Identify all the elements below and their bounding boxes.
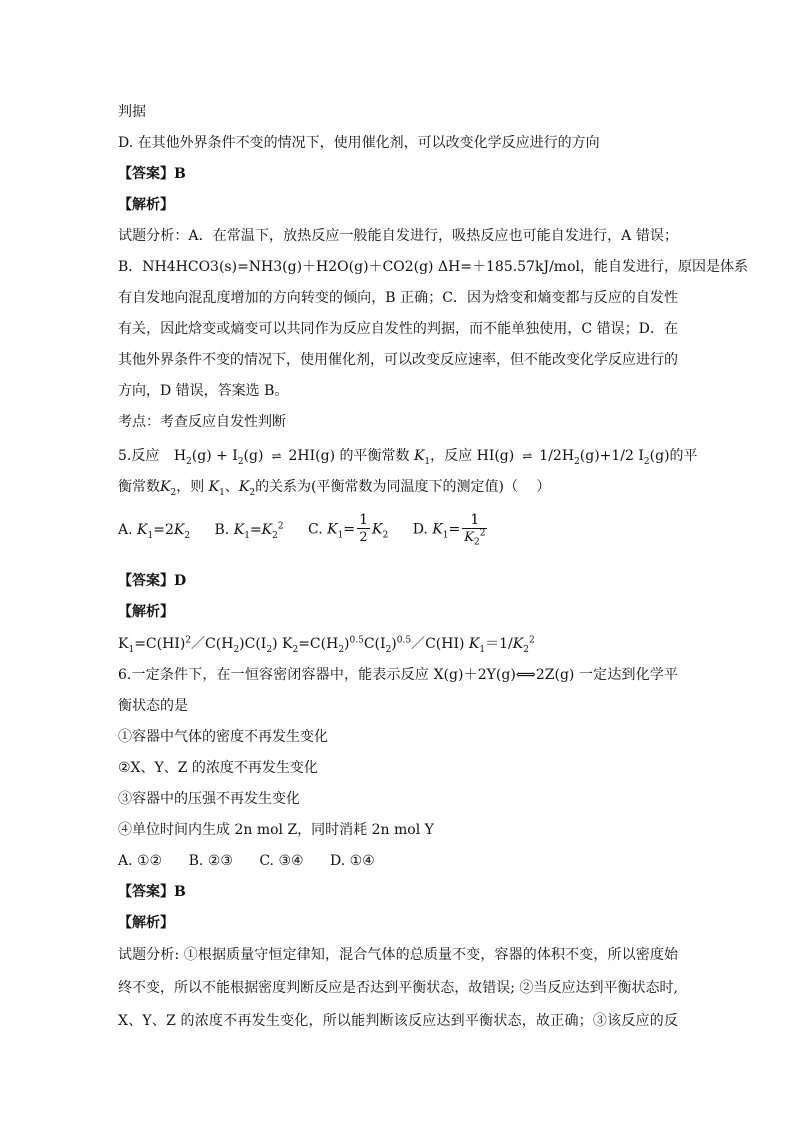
question-5-options bbox=[118, 512, 678, 558]
q5-text: ，反应 bbox=[430, 448, 473, 464]
condition-2: ②X、Y、Z 的浓度不再发生变化 bbox=[118, 760, 318, 776]
analysis-text: 试题分析: ①根据质量守恒定律知，混合气体的总质量不变，容器的体积不变，所以密度始 bbox=[118, 947, 678, 963]
k1-k2-symbols: $K_1$、$K_2$ bbox=[208, 479, 256, 498]
option-b: B. $K_1=K_2^2$ bbox=[214, 520, 284, 541]
option-a: A. $K_1=2K_2$ bbox=[118, 521, 191, 541]
condition-3: ③容器中的压强不再发生变化 bbox=[118, 791, 300, 807]
analysis-text: B．NH4HCO3(s)=NH3(g)＋H2O(g)＋CO2(g) ΔH=＋185.57kJ/mol，能自发进行，原因是体系 bbox=[118, 259, 748, 275]
k1-subscript: 1 bbox=[424, 456, 431, 467]
option-d: D. $K_1=$ $\frac{1}{K_2^2}$ bbox=[412, 512, 486, 548]
equilibrium-arrow-icon: ⇌ bbox=[522, 449, 532, 463]
analysis-text: 有关，因此焓变或熵变可以共同作为反应自发性的判据，而不能单独使用，C 错误；D．在 bbox=[118, 321, 678, 337]
q5-prefix: 5.反应 bbox=[118, 448, 160, 464]
q5-text: 的平衡常数 bbox=[339, 448, 410, 464]
option-b: B. ②③ bbox=[188, 853, 233, 869]
fraction: $\frac{1}{K_2^2}$ bbox=[464, 512, 486, 548]
question-6-line1: 6.一定条件下，在一恒容密闭容器中，能表示反应 X(g)＋2Y(g)⟺2Z(g) 一定达到化学平 bbox=[118, 667, 678, 683]
analysis-label: 【解析】 bbox=[118, 604, 174, 620]
knowledge-point: 考点：考查反应自发性判断 bbox=[118, 414, 286, 430]
q5-text: 的关系为(平衡常数为同温度下的测定值)（ ） bbox=[255, 479, 551, 495]
answer-label: 【答案】B bbox=[118, 884, 186, 900]
q5-text: ，则 bbox=[176, 479, 205, 495]
question-6-options bbox=[118, 851, 678, 871]
option-a: A. ①② bbox=[118, 853, 163, 869]
analysis-label: 【解析】 bbox=[118, 197, 174, 213]
text-line: 判据 bbox=[118, 104, 146, 120]
fraction: $\frac{1}{2}$ bbox=[359, 512, 369, 545]
equation: HI(g) ⇌ $1/2H_2(g)+1/2$ $I_2(g)$ bbox=[476, 448, 670, 467]
k2-symbol: K bbox=[160, 479, 171, 495]
question-5-line2 bbox=[118, 477, 678, 497]
k2-subscript: 2 bbox=[170, 487, 177, 498]
equation: $H_2(g) + I_2(g)$ ⇌ 2HI(g) bbox=[173, 448, 336, 467]
option-d: D. 在其他外界条件不变的情况下，使用催化剂，可以改变化学反应进行的方向 bbox=[118, 135, 600, 151]
analysis-text: 试题分析：A．在常温下，放热反应一般能自发进行，吸热反应也可能自发进行，A 错误； bbox=[118, 228, 678, 244]
analysis-formula: $K_1=C(HI)^2/C(H_2)C(I_2)$ $K_2=C(H_2)^{0.5}C(I_2)^{0.5}/C(HI)$ $K_1=1/K_2^2$ bbox=[118, 635, 535, 655]
condition-4: ④单位时间内生成 2n mol Z，同时消耗 2n mol Y bbox=[118, 822, 434, 838]
q5-text: 的平 bbox=[669, 448, 698, 464]
option-c: C. ③④ bbox=[259, 853, 304, 869]
condition-1: ①容器中气体的密度不再发生变化 bbox=[118, 729, 328, 745]
analysis-text: 其他外界条件不变的情况下，使用催化剂，可以改变反应速率，但不能改变化学反应进行的 bbox=[118, 352, 678, 368]
question-5-line1 bbox=[118, 446, 698, 467]
analysis-text: 方向，D 错误，答案选 B。 bbox=[118, 383, 289, 399]
option-c: C. $K_1=$ $\frac{1}{2}$ $K_2$ bbox=[308, 512, 389, 545]
analysis-text: 有自发地向混乱度增加的方向转变的倾向，B 正确；C．因为焓变和熵变都与反应的自发性 bbox=[118, 290, 678, 306]
answer-label: 【答案】B bbox=[118, 166, 186, 182]
equilibrium-arrow-icon: ⇌ bbox=[271, 449, 281, 463]
option-d: D. ①④ bbox=[330, 853, 375, 869]
answer-label: 【答案】D bbox=[118, 573, 187, 589]
analysis-text: 终不变，所以不能根据密度判断反应是否达到平衡状态，故错误; ②当反应达到平衡状态时, bbox=[118, 980, 678, 996]
k1-symbol: K bbox=[413, 448, 425, 464]
analysis-text: X、Y、Z 的浓度不再发生变化，所以能判断该反应达到平衡状态，故正确；③该反应的反 bbox=[118, 1013, 678, 1029]
question-6-line2: 衡状态的是 bbox=[118, 698, 188, 714]
analysis-label: 【解析】 bbox=[118, 915, 174, 931]
q5-text: 衡常数 bbox=[118, 479, 160, 495]
